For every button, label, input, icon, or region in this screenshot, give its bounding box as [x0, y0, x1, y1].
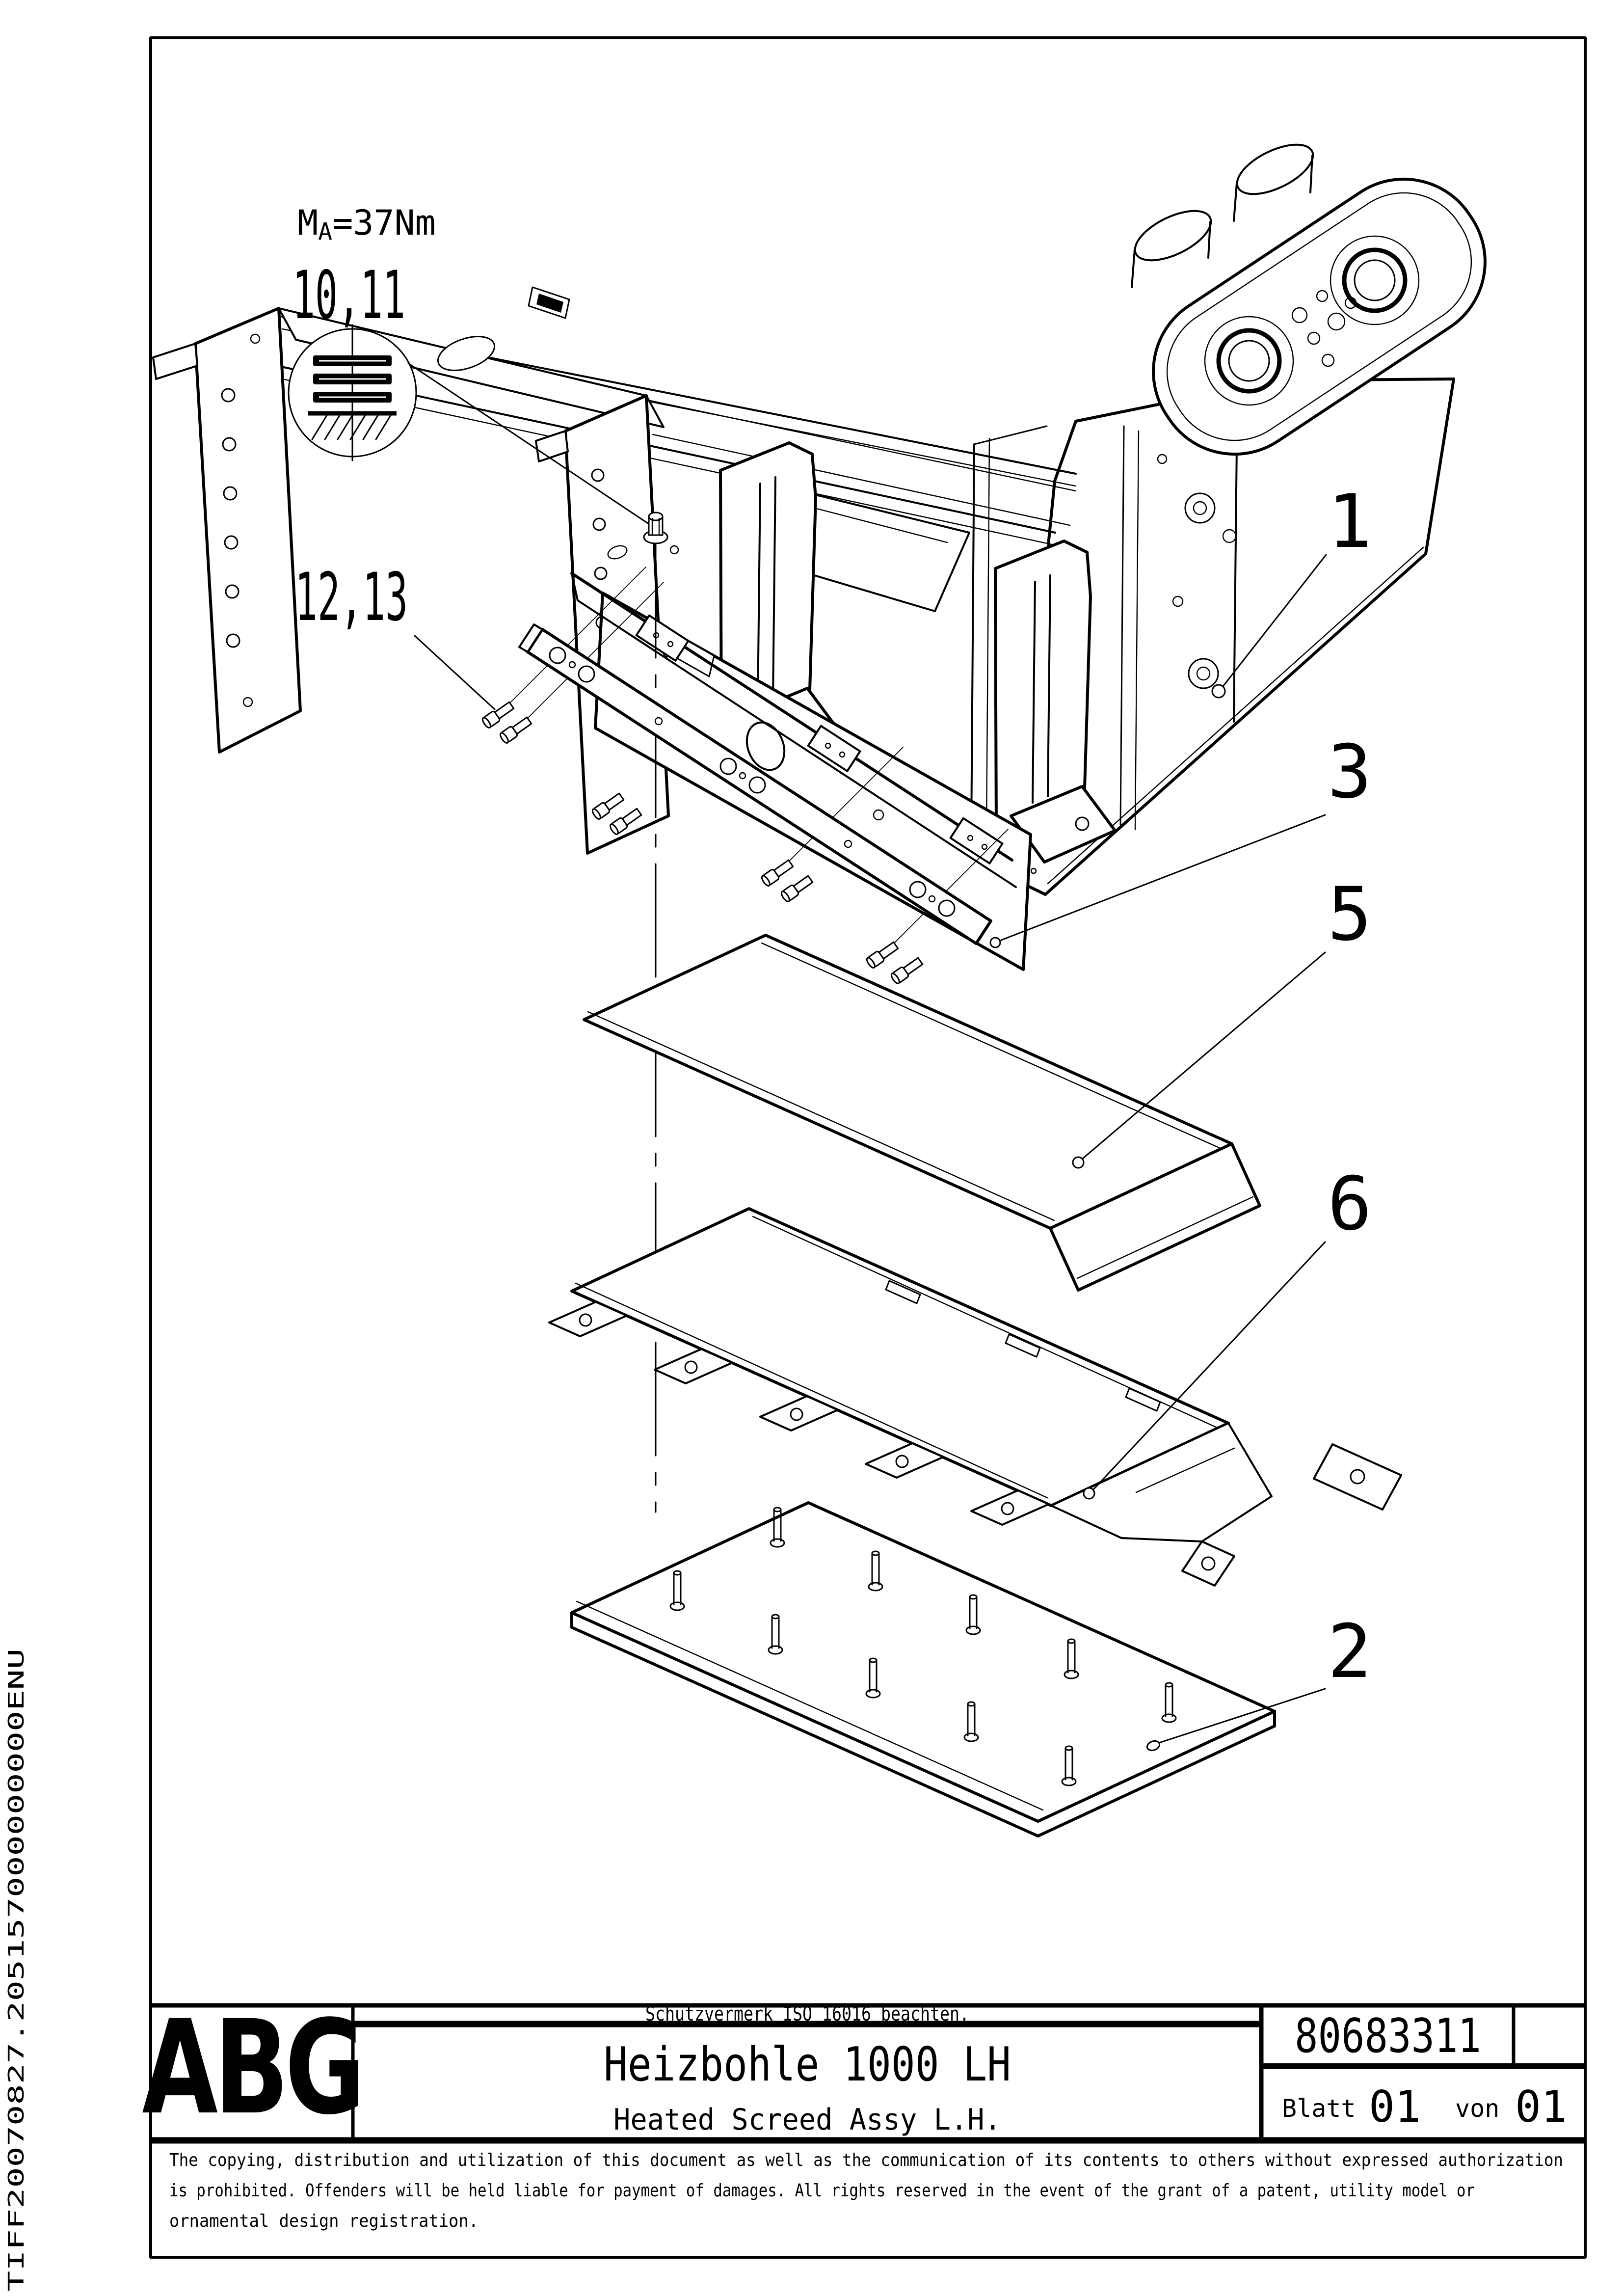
sheet-total: 01: [1515, 2081, 1567, 2132]
protection-note: Schutzvermerk ISO 16016 beachten.: [645, 2003, 969, 2026]
torque-label: MA=37Nm: [297, 203, 436, 245]
sheet-number: 01: [1369, 2081, 1421, 2132]
inner-plate-hook: [536, 431, 568, 461]
socket-bolt: [481, 701, 515, 729]
callout-5-leader: [1083, 952, 1325, 1159]
bolts-leader-line: [415, 636, 495, 709]
disclaimer-line-3: ornamental design registration.: [169, 2211, 479, 2231]
left-plate-hook: [153, 344, 197, 379]
disclaimer-line-1: The copying, distribution and utilization of this document as well as the communication of its contents to others without expressed authorization: [169, 2150, 1563, 2170]
abg-logo: ABG: [142, 1993, 362, 2144]
bolt-items-label: 12,13: [295, 559, 408, 636]
title-block: [142, 1993, 1585, 2144]
detail-items-label: 10,11: [293, 257, 405, 334]
callout-3-number: 3: [1327, 729, 1372, 815]
callout-5-number: 5: [1327, 872, 1372, 957]
screed-bottom-plate: [572, 1503, 1275, 1836]
sheet-of-label: von: [1455, 2094, 1500, 2123]
socket-bolt: [865, 941, 899, 969]
callout-1-number: 1: [1327, 479, 1372, 565]
part-number: 80683311: [1295, 2009, 1481, 2063]
sheet-label: Blatt: [1282, 2094, 1356, 2123]
title-english: Heated Screed Assy L.H.: [613, 2103, 1001, 2137]
disclaimer: [169, 2150, 1563, 2231]
title-german: Heizbohle 1000 LH: [604, 2038, 1011, 2092]
socket-bolt: [780, 874, 814, 903]
socket-bolt: [760, 859, 794, 887]
callout-6-number: 6: [1327, 1162, 1372, 1247]
end-tab: [1314, 1444, 1401, 1510]
file-code-vertical: TIFF20070827.205157000000000ENU: [4, 1888, 29, 2292]
disclaimer-line-2: is prohibited. Offenders will be held liable for payment of damages. All rights reserved in the event of the grant of a patent, utility model or: [169, 2181, 1475, 2201]
callout-2-number: 2: [1327, 1609, 1372, 1695]
socket-bolt: [499, 716, 532, 744]
heater-housing-plate: [549, 1209, 1401, 1586]
socket-bolt: [890, 956, 924, 985]
left-end-plate: [153, 308, 300, 752]
